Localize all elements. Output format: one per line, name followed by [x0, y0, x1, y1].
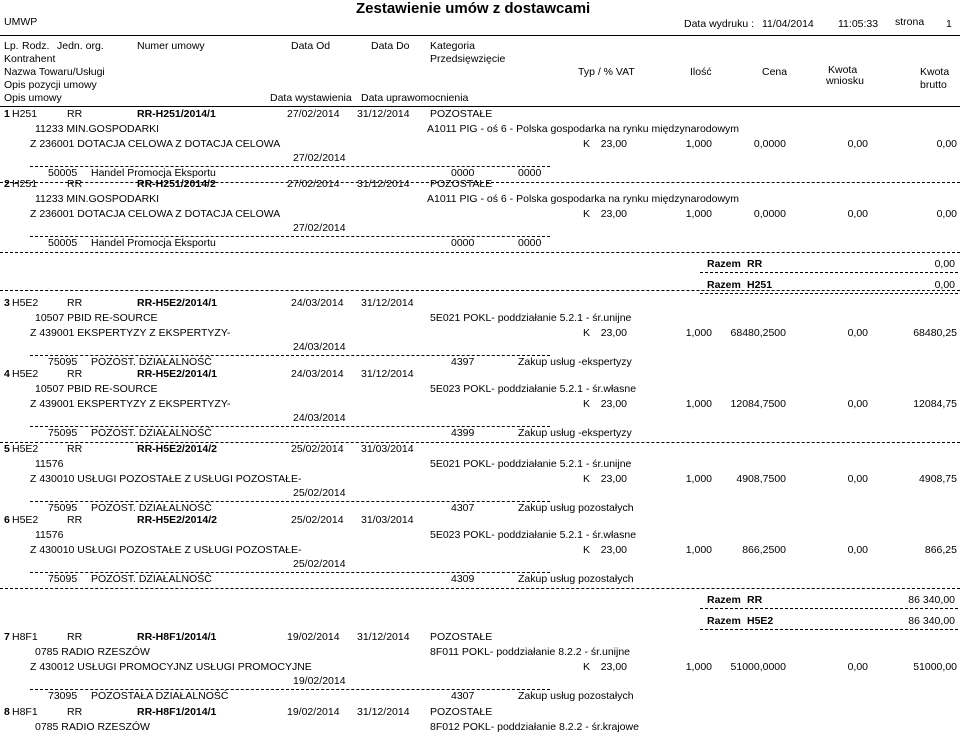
- record-numer: RR-H251/2014/1: [137, 108, 216, 120]
- divider: [30, 572, 550, 573]
- record-rodz: H5E2: [12, 514, 39, 526]
- record-typ: K: [583, 138, 591, 150]
- record-lp: 4: [4, 368, 10, 380]
- record-opis-4: Zakup usług -ekspertyzy: [518, 356, 632, 368]
- total-key: H251: [747, 279, 773, 291]
- record-jedn: RR: [67, 443, 83, 455]
- record-data-od: 25/02/2014: [291, 443, 344, 455]
- record-kontrahent: 11233 MIN.GOSPODARKI: [35, 123, 160, 135]
- record-opis-4: 0000: [518, 237, 542, 249]
- record-jedn: RR: [67, 297, 83, 309]
- print-date-label: Data wydruku :: [684, 18, 755, 30]
- record-rodz: H5E2: [12, 297, 39, 309]
- divider: [30, 236, 550, 237]
- record-towar: Z 236001 DOTACJA CELOWA Z DOTACJA CELOWA: [30, 138, 281, 150]
- record-jedn: RR: [67, 178, 83, 190]
- record-kwota-brutto: 68480,25: [913, 327, 957, 339]
- record-kwota-wniosku: 0,00: [847, 661, 868, 673]
- record-cena: 12084,7500: [730, 398, 786, 410]
- record-kwota-brutto: 866,25: [924, 544, 957, 556]
- record-opis-2: POZOST. DZIAŁALNOŚĆ: [91, 427, 212, 439]
- record-data-wyst: 25/02/2014: [293, 487, 346, 499]
- record-data-od: 27/02/2014: [287, 108, 340, 120]
- record-cena: 68480,2500: [730, 327, 786, 339]
- record-przedsiewziecie: 5E021 POKL- poddziałanie 5.2.1 - śr.unijne: [430, 458, 632, 470]
- record-opis-1: 73095: [48, 690, 78, 702]
- record-cena: 866,2500: [742, 544, 786, 556]
- col-rodz: Rodz.: [22, 40, 50, 52]
- record-ilosc: 1,000: [685, 544, 712, 556]
- record-kwota-wniosku: 0,00: [847, 208, 868, 220]
- record-rodz: H251: [12, 108, 38, 120]
- record-ilosc: 1,000: [685, 661, 712, 673]
- col-przedsiewziecie: Przedsięwzięcie: [430, 53, 506, 65]
- record-kategoria: POZOSTAŁE: [430, 178, 493, 190]
- record-opis-1: 75095: [48, 356, 78, 368]
- record-przedsiewziecie: 8F011 POKL- poddziałanie 8.2.2 - śr.unijne: [430, 646, 631, 658]
- record-data-od: 19/02/2014: [287, 706, 340, 718]
- total-value: 0,00: [934, 258, 955, 270]
- record-kontrahent: 10507 PBID RE-SOURCE: [35, 312, 158, 324]
- record-data-do: 31/12/2014: [357, 706, 410, 718]
- record-opis-2: POZOST. DZIAŁALNOŚĆ: [91, 573, 212, 585]
- record-data-do: 31/12/2014: [357, 108, 410, 120]
- print-date: 11/04/2014: [762, 18, 814, 30]
- record-numer: RR-H5E2/2014/1: [137, 297, 217, 309]
- divider: [30, 689, 550, 690]
- record-vat: 23,00: [600, 398, 627, 410]
- record-data-od: 24/03/2014: [291, 297, 344, 309]
- divider: [30, 355, 550, 356]
- total-label: Razem: [707, 615, 741, 627]
- col-jedn: Jedn. org.: [57, 40, 104, 52]
- record-kontrahent: 0785 RADIO RZESZÓW: [35, 646, 150, 658]
- record-opis-4: Zakup usług pozostałych: [518, 573, 634, 585]
- total-key: RR: [747, 594, 763, 606]
- record-lp: 6: [4, 514, 10, 526]
- record-opis-4: 0000: [518, 167, 542, 179]
- record-rodz: H251: [12, 178, 38, 190]
- record-towar: Z 439001 EKSPERTYZY Z EKSPERTYZY-: [30, 327, 231, 339]
- record-opis-2: Handel Promocja Eksportu: [91, 237, 216, 249]
- page-label: strona: [895, 16, 925, 28]
- record-towar: Z 430012 USŁUGI PROMOCYJNZ USŁUGI PROMOCYJNE: [30, 661, 312, 673]
- total-label: Razem: [707, 594, 741, 606]
- record-typ: K: [583, 327, 591, 339]
- record-kontrahent: 11576: [35, 529, 64, 541]
- record-przedsiewziecie: A1011 PIG - oś 6 - Polska gospodarka na rynku międzynarodowym: [427, 193, 740, 205]
- page-title: Zestawienie umów z dostawcami: [356, 0, 591, 17]
- record-kwota-wniosku: 0,00: [847, 544, 868, 556]
- record-kwota-brutto: 51000,00: [913, 661, 957, 673]
- record-opis-2: POZOST. DZIAŁALNOŚĆ: [91, 502, 212, 514]
- record-numer: RR-H5E2/2014/2: [137, 514, 217, 526]
- col-ilosc: Ilość: [690, 66, 712, 78]
- page-number: 1: [946, 18, 952, 30]
- divider: [30, 501, 550, 502]
- total-value: 86 340,00: [908, 615, 955, 627]
- record-jedn: RR: [67, 108, 83, 120]
- record-opis-3: 4307: [451, 502, 475, 514]
- record-data-do: 31/12/2014: [357, 178, 410, 190]
- record-typ: K: [583, 398, 591, 410]
- record-opis-3: 0000: [451, 237, 475, 249]
- record-ilosc: 1,000: [685, 327, 712, 339]
- record-kontrahent: 11576: [35, 458, 64, 470]
- record-opis-1: 75095: [48, 502, 78, 514]
- record-opis-3: 4309: [451, 573, 475, 585]
- col-typ: Typ / % VAT: [578, 66, 635, 78]
- record-kontrahent: 11233 MIN.GOSPODARKI: [35, 193, 160, 205]
- record-vat: 23,00: [600, 661, 627, 673]
- record-kategoria: POZOSTAŁE: [430, 108, 493, 120]
- record-cena: 0,0000: [753, 208, 786, 220]
- record-przedsiewziecie: 5E023 POKL- poddziałanie 5.2.1 - śr.własne: [430, 529, 637, 541]
- record-opis-2: POZOSTAŁA DZIAŁALNOŚĆ: [91, 690, 229, 702]
- app-name: UMWP: [4, 16, 38, 28]
- record-data-wyst: 27/02/2014: [293, 152, 346, 164]
- divider: [700, 272, 958, 273]
- record-cena: 51000,0000: [730, 661, 786, 673]
- record-typ: K: [583, 661, 591, 673]
- record-lp: 1: [4, 108, 10, 120]
- col-towar: Nazwa Towaru/Usługi: [4, 66, 105, 78]
- record-towar: Z 430010 USŁUGI POZOSTAŁE Z USŁUGI POZOSTAŁE-: [30, 473, 302, 485]
- col-kwota-wniosku: Kwota: [828, 64, 858, 76]
- print-time: 11:05:33: [838, 18, 879, 30]
- record-ilosc: 1,000: [685, 208, 712, 220]
- record-data-wyst: 24/03/2014: [293, 412, 346, 424]
- record-kwota-brutto: 12084,75: [913, 398, 957, 410]
- record-rodz: H8F1: [12, 706, 38, 718]
- record-opis-3: 0000: [451, 167, 475, 179]
- record-lp: 8: [4, 706, 10, 718]
- record-typ: K: [583, 473, 591, 485]
- total-key: H5E2: [747, 615, 774, 627]
- record-kwota-wniosku: 0,00: [847, 473, 868, 485]
- record-opis-1: 50005: [48, 237, 78, 249]
- record-jedn: RR: [67, 706, 83, 718]
- record-vat: 23,00: [600, 208, 627, 220]
- record-data-od: 19/02/2014: [287, 631, 340, 643]
- record-kontrahent: 10507 PBID RE-SOURCE: [35, 383, 158, 395]
- record-opis-2: POZOST. DZIAŁALNOŚĆ: [91, 356, 212, 368]
- record-cena: 4908,7500: [736, 473, 786, 485]
- record-opis-3: 4307: [451, 690, 475, 702]
- record-kategoria: POZOSTAŁE: [430, 706, 493, 718]
- record-jedn: RR: [67, 514, 83, 526]
- col-kwota-wniosku-2: wniosku: [826, 75, 864, 87]
- col-kwota-brutto: Kwota: [920, 66, 950, 78]
- record-kwota-brutto: 4908,75: [919, 473, 957, 485]
- divider: [0, 290, 960, 291]
- record-data-do: 31/12/2014: [357, 631, 410, 643]
- col-data-do: Data Do: [371, 40, 410, 52]
- record-opis-1: 75095: [48, 573, 78, 585]
- record-typ: K: [583, 208, 591, 220]
- record-przedsiewziecie: 5E021 POKL- poddziałanie 5.2.1 - śr.unijne: [430, 312, 632, 324]
- col-data-upr: Data uprawomocnienia: [361, 92, 469, 104]
- record-data-do: 31/03/2014: [361, 443, 414, 455]
- col-kontrahent: Kontrahent: [4, 53, 56, 65]
- divider: [0, 252, 960, 253]
- record-cena: 0,0000: [753, 138, 786, 150]
- record-lp: 7: [4, 631, 10, 643]
- record-data-od: 27/02/2014: [287, 178, 340, 190]
- total-value: 86 340,00: [908, 594, 955, 606]
- divider: [0, 588, 960, 589]
- divider: [700, 629, 958, 630]
- record-data-do: 31/12/2014: [361, 368, 414, 380]
- record-opis-2: Handel Promocja Eksportu: [91, 167, 216, 179]
- record-opis-3: 4399: [451, 427, 475, 439]
- col-lp: Lp.: [4, 40, 19, 52]
- record-typ: K: [583, 544, 591, 556]
- record-numer: RR-H8F1/2014/1: [137, 706, 217, 718]
- record-numer: RR-H5E2/2014/1: [137, 368, 217, 380]
- record-data-do: 31/03/2014: [361, 514, 414, 526]
- record-lp: 2: [4, 178, 10, 190]
- record-towar: Z 430010 USŁUGI POZOSTAŁE Z USŁUGI POZOSTAŁE-: [30, 544, 302, 556]
- record-kwota-wniosku: 0,00: [847, 398, 868, 410]
- record-jedn: RR: [67, 631, 83, 643]
- record-opis-4: Zakup usług -ekspertyzy: [518, 427, 632, 439]
- record-vat: 23,00: [600, 544, 627, 556]
- col-opis-umowy: Opis umowy: [4, 92, 62, 104]
- total-label: Razem: [707, 258, 741, 270]
- total-label: Razem: [707, 279, 741, 291]
- col-data-wyst: Data wystawienia: [270, 92, 352, 104]
- record-ilosc: 1,000: [685, 138, 712, 150]
- record-vat: 23,00: [600, 138, 627, 150]
- record-vat: 23,00: [600, 473, 627, 485]
- record-data-wyst: 27/02/2014: [293, 222, 346, 234]
- record-kwota-wniosku: 0,00: [847, 327, 868, 339]
- col-numer: Numer umowy: [137, 40, 205, 52]
- record-opis-1: 50005: [48, 167, 78, 179]
- record-przedsiewziecie: A1011 PIG - oś 6 - Polska gospodarka na rynku międzynarodowym: [427, 123, 740, 135]
- record-vat: 23,00: [600, 327, 627, 339]
- col-opis-pozycji: Opis pozycji umowy: [4, 79, 97, 91]
- record-kategoria: POZOSTAŁE: [430, 631, 493, 643]
- record-data-wyst: 24/03/2014: [293, 341, 346, 353]
- record-data-od: 25/02/2014: [291, 514, 344, 526]
- record-numer: RR-H8F1/2014/1: [137, 631, 217, 643]
- record-numer: RR-H5E2/2014/2: [137, 443, 217, 455]
- record-ilosc: 1,000: [685, 473, 712, 485]
- record-kwota-wniosku: 0,00: [847, 138, 868, 150]
- record-towar: Z 236001 DOTACJA CELOWA Z DOTACJA CELOWA: [30, 208, 281, 220]
- record-data-do: 31/12/2014: [361, 297, 414, 309]
- record-kwota-brutto: 0,00: [936, 138, 957, 150]
- record-ilosc: 1,000: [685, 398, 712, 410]
- record-rodz: H8F1: [12, 631, 38, 643]
- record-opis-1: 75095: [48, 427, 78, 439]
- divider: [700, 608, 958, 609]
- record-opis-4: Zakup usług pozostałych: [518, 690, 634, 702]
- divider: [30, 426, 550, 427]
- col-kwota-brutto-2: brutto: [920, 79, 947, 91]
- col-data-od: Data Od: [291, 40, 331, 52]
- record-przedsiewziecie: 5E023 POKL- poddziałanie 5.2.1 - śr.własne: [430, 383, 637, 395]
- record-opis-4: Zakup usług pozostałych: [518, 502, 634, 514]
- record-kontrahent: 0785 RADIO RZESZÓW: [35, 721, 150, 733]
- record-lp: 3: [4, 297, 10, 309]
- total-value: 0,00: [934, 279, 955, 291]
- record-data-wyst: 19/02/2014: [293, 675, 346, 687]
- record-rodz: H5E2: [12, 368, 39, 380]
- record-jedn: RR: [67, 368, 83, 380]
- record-data-od: 24/03/2014: [291, 368, 344, 380]
- divider: [700, 293, 958, 294]
- record-kwota-brutto: 0,00: [936, 208, 957, 220]
- record-rodz: H5E2: [12, 443, 39, 455]
- record-data-wyst: 25/02/2014: [293, 558, 346, 570]
- col-kategoria: Kategoria: [430, 40, 475, 52]
- total-key: RR: [747, 258, 763, 270]
- record-towar: Z 439001 EKSPERTYZY Z EKSPERTYZY-: [30, 398, 231, 410]
- record-numer: RR-H251/2014/2: [137, 178, 216, 190]
- record-przedsiewziecie: 8F012 POKL- poddziałanie 8.2.2 - śr.krajowe: [430, 721, 639, 733]
- record-opis-3: 4397: [451, 356, 475, 368]
- divider: [30, 166, 550, 167]
- record-lp: 5: [4, 443, 10, 455]
- col-cena: Cena: [762, 66, 788, 78]
